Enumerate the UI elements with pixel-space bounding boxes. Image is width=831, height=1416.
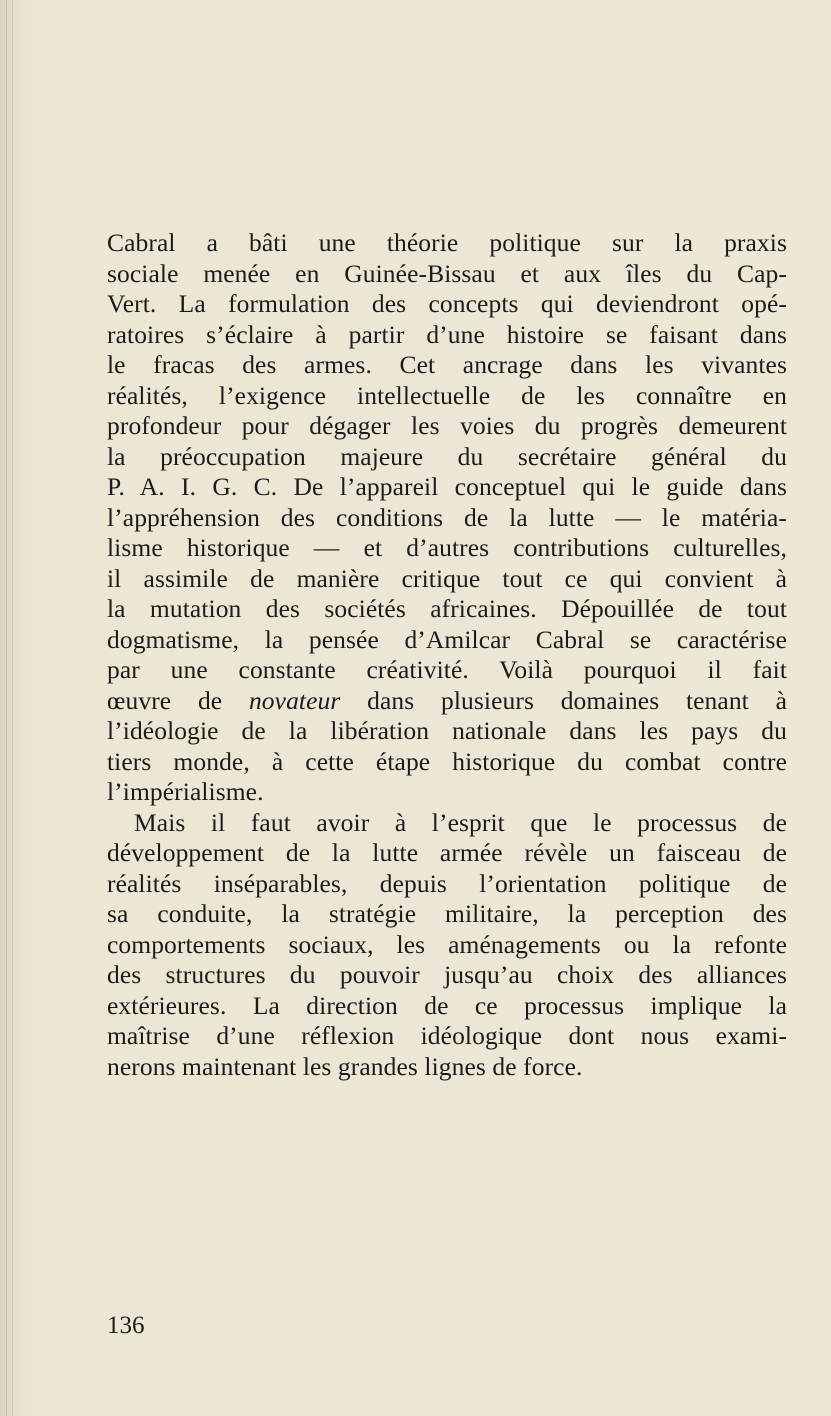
- text-line: l’idéologie de la libération nationale dans les pays du: [107, 716, 787, 745]
- text-line: nerons maintenant les grandes lignes de force.: [107, 1051, 583, 1081]
- text-line: réalités, l’exigence intellectuelle de les connaître en: [107, 380, 787, 410]
- text-line: l’impérialisme.: [107, 777, 264, 806]
- text-line: Vert. La formulation des concepts qui deviendront opé-: [107, 289, 787, 318]
- text-line-with-italic: [107, 686, 787, 717]
- text-run: œuvre de: [107, 685, 249, 715]
- text-line: par une constante créativité. Voilà pourquoi il fait: [107, 655, 787, 684]
- text-line: comportements sociaux, les aménagements ou la refonte: [107, 929, 787, 959]
- text-line: des structures du pouvoir jusqu’au choix des alliances: [107, 960, 787, 989]
- text-line: extérieures. La direction de ce processus implique la: [107, 990, 787, 1020]
- text-line: le fracas des armes. Cet ancrage dans les vivantes: [107, 350, 787, 379]
- text-line: la mutation des sociétés africaines. Dépouillée de tout: [107, 594, 787, 623]
- text-line: profondeur pour dégager les voies du progrès demeurent: [107, 411, 787, 440]
- text-line: dogmatisme, la pensée d’Amilcar Cabral se caractérise: [107, 624, 787, 654]
- text-line: la préoccupation majeure du secrétaire général du: [107, 441, 787, 471]
- text-line: réalités inséparables, depuis l’orientation politique de: [107, 868, 787, 898]
- page-number: 136: [107, 1312, 145, 1339]
- text-line: ratoires s’éclaire à partir d’une histoire se faisant dans: [107, 319, 787, 349]
- body-text: [107, 228, 787, 1082]
- gutter-line: [12, 0, 13, 1416]
- text-run: dans plusieurs domaines tenant à: [340, 685, 787, 715]
- text-line: développement de la lutte armée révèle un faisceau de: [107, 838, 787, 867]
- text-line: Cabral a bâti une théorie politique sur la praxis: [107, 228, 787, 257]
- text-line: Mais il faut avoir à l’esprit que le processus de: [134, 807, 787, 837]
- gutter-line: [6, 0, 7, 1416]
- text-line: P. A. I. G. C. De l’appareil conceptuel qui le guide dans: [107, 472, 787, 501]
- text-line: sociale menée en Guinée-Bissau et aux îles du Cap-: [107, 258, 787, 288]
- text-line: lisme historique — et d’autres contributions culturelles,: [107, 533, 787, 562]
- text-line: sa conduite, la stratégie militaire, la perception des: [107, 899, 787, 928]
- italic-word: novateur: [248, 685, 341, 715]
- text-line: maîtrise d’une réflexion idéologique dont nous exami-: [107, 1021, 787, 1050]
- text-line: tiers monde, à cette étape historique du combat contre: [107, 746, 787, 776]
- text-line: il assimile de manière critique tout ce qui convient à: [107, 563, 787, 593]
- text-line: l’appréhension des conditions de la lutte — le matéria-: [107, 502, 787, 532]
